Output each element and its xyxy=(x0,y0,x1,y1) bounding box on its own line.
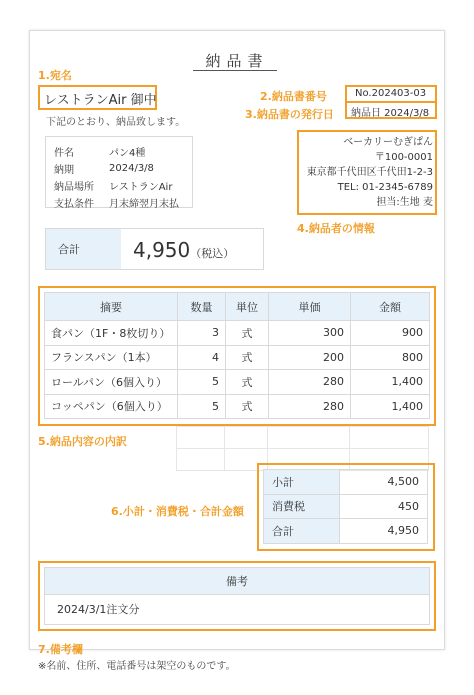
info-value: レストランAir xyxy=(109,182,173,193)
item-unit: 式 xyxy=(226,345,269,370)
item-qty: 5 xyxy=(178,370,226,395)
item-qty: 3 xyxy=(178,321,226,346)
sender-tel: TEL: 01-2345-6789 xyxy=(337,182,433,193)
items-header: 金額 xyxy=(351,293,430,321)
item-qty: 4 xyxy=(178,345,226,370)
intro-text: 下記のとおり、納品致します。 xyxy=(46,117,186,128)
item-price: 200 xyxy=(269,345,351,370)
item-price: 280 xyxy=(269,370,351,395)
items-header: 摘要 xyxy=(45,293,178,321)
sender-block xyxy=(299,135,433,210)
document-title: 納品書 xyxy=(205,52,269,70)
item-price: 280 xyxy=(269,394,351,419)
table-row xyxy=(45,394,430,419)
item-desc: フランスパン（1本） xyxy=(45,345,178,370)
sender-address: 東京都千代田区千代田1-2-3 xyxy=(306,167,433,178)
item-amount: 1,400 xyxy=(351,394,430,419)
item-amount: 1,400 xyxy=(351,370,430,395)
info-value: 2024/3/8 xyxy=(109,163,154,174)
item-unit: 式 xyxy=(226,370,269,395)
sum-value: 4,950 xyxy=(340,519,428,544)
item-qty: 5 xyxy=(178,394,226,419)
item-amount: 800 xyxy=(351,345,430,370)
sum-key: 消費税 xyxy=(264,494,340,519)
table-row xyxy=(45,345,430,370)
items-header: 単位 xyxy=(226,293,269,321)
item-desc: コッペパン（6個入り） xyxy=(45,394,178,419)
annotation-number: 2.納品書番号 xyxy=(260,90,327,103)
remarks-body: 2024/3/1注文分 xyxy=(44,595,430,625)
item-unit: 式 xyxy=(226,394,269,419)
total-value xyxy=(121,229,263,269)
total-amount: 4,950 xyxy=(133,238,191,262)
info-value: パン4種 xyxy=(109,148,146,159)
items-table xyxy=(44,292,430,419)
annotation-remarks: 7.備考欄 xyxy=(38,643,83,656)
info-value: 月末締翌月末払 xyxy=(109,199,179,210)
item-desc: 食パン（1F・8枚切り） xyxy=(45,321,178,346)
info-key: 支払条件 xyxy=(54,199,94,210)
info-key: 件名 xyxy=(54,148,74,159)
sum-key: 小計 xyxy=(264,470,340,495)
table-row xyxy=(45,370,430,395)
document-number: No.202403-03 xyxy=(355,88,427,99)
item-amount: 900 xyxy=(351,321,430,346)
annotation-sums: 6.小計・消費税・合計金額 xyxy=(111,505,244,518)
total-tax-note: （税込） xyxy=(190,247,235,260)
info-key: 納期 xyxy=(54,165,74,176)
item-unit: 式 xyxy=(226,321,269,346)
sums-table xyxy=(263,469,428,544)
total-label: 合計 xyxy=(46,229,121,269)
annotation-recipient: 1.宛名 xyxy=(38,69,72,82)
footnote: ※名前、住所、電話番号は架空のものです。 xyxy=(38,661,236,672)
sender-name: ベーカリーむぎぱん xyxy=(343,137,433,148)
sum-value: 450 xyxy=(340,494,428,519)
info-block xyxy=(45,136,193,208)
item-price: 300 xyxy=(269,321,351,346)
recipient-name: レストランAir 御中 xyxy=(44,93,157,108)
issue-date: 納品日 2024/3/8 xyxy=(351,108,430,119)
sender-person: 担当:生地 麦 xyxy=(376,197,433,208)
sender-postal: 〒100-0001 xyxy=(374,152,433,163)
annotation-issue-date: 3.納品書の発行日 xyxy=(245,108,334,121)
total-box xyxy=(45,228,264,270)
info-key: 納品場所 xyxy=(54,182,94,193)
remarks-header: 備考 xyxy=(44,567,430,595)
sum-key: 合計 xyxy=(264,519,340,544)
title-underline xyxy=(193,70,277,71)
item-desc: ロールパン（6個入り） xyxy=(45,370,178,395)
items-header: 単価 xyxy=(269,293,351,321)
annotation-items: 5.納品内容の内訳 xyxy=(38,435,127,448)
sum-value: 4,500 xyxy=(340,470,428,495)
items-header: 数量 xyxy=(178,293,226,321)
table-row xyxy=(45,321,430,346)
annotation-sender: 4.納品者の情報 xyxy=(297,222,375,235)
